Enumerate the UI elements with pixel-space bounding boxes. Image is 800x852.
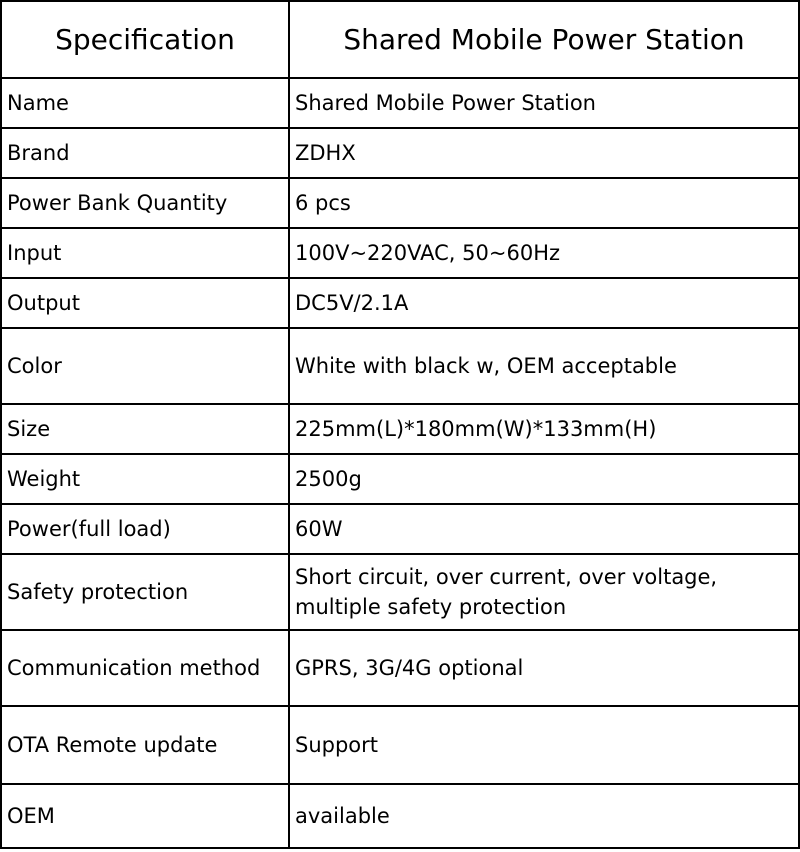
row-value-line: Short circuit, over current, over voltage, [295,565,718,589]
row-label: OTA Remote update [1,706,289,784]
header-row [1,1,799,78]
table-row [1,404,799,454]
row-value: Support [289,706,799,784]
row-label: Power(full load) [1,504,289,554]
row-value: DC5V/2.1A [289,278,799,328]
row-label: OEM [1,784,289,848]
row-value: GPRS, 3G/4G optional [289,630,799,706]
row-label: Input [1,228,289,278]
row-label: Weight [1,454,289,504]
row-value: 6 pcs [289,178,799,228]
table-row [1,278,799,328]
row-label: Name [1,78,289,128]
row-label: Power Bank Quantity [1,178,289,228]
table-row [1,178,799,228]
header-product-name: Shared Mobile Power Station [289,1,799,78]
table-row [1,228,799,278]
row-value: 2500g [289,454,799,504]
row-value [289,554,799,630]
row-value: ZDHX [289,128,799,178]
row-value: Shared Mobile Power Station [289,78,799,128]
table-row [1,78,799,128]
row-value: 60W [289,504,799,554]
table-row [1,554,799,630]
table-row [1,454,799,504]
row-label: Brand [1,128,289,178]
table-row [1,328,799,404]
row-value: White with black w, OEM acceptable [289,328,799,404]
row-label: Size [1,404,289,454]
row-value: available [289,784,799,848]
table-row [1,128,799,178]
row-value-line: multiple safety protection [295,595,567,619]
row-value: 225mm(L)*180mm(W)*133mm(H) [289,404,799,454]
row-label: Safety protection [1,554,289,630]
table-row [1,504,799,554]
table-row [1,706,799,784]
table-row [1,630,799,706]
row-label: Color [1,328,289,404]
row-label: Output [1,278,289,328]
row-label: Communication method [1,630,289,706]
table-row [1,784,799,848]
header-specification: Specification [1,1,289,78]
row-value: 100V~220VAC, 50~60Hz [289,228,799,278]
